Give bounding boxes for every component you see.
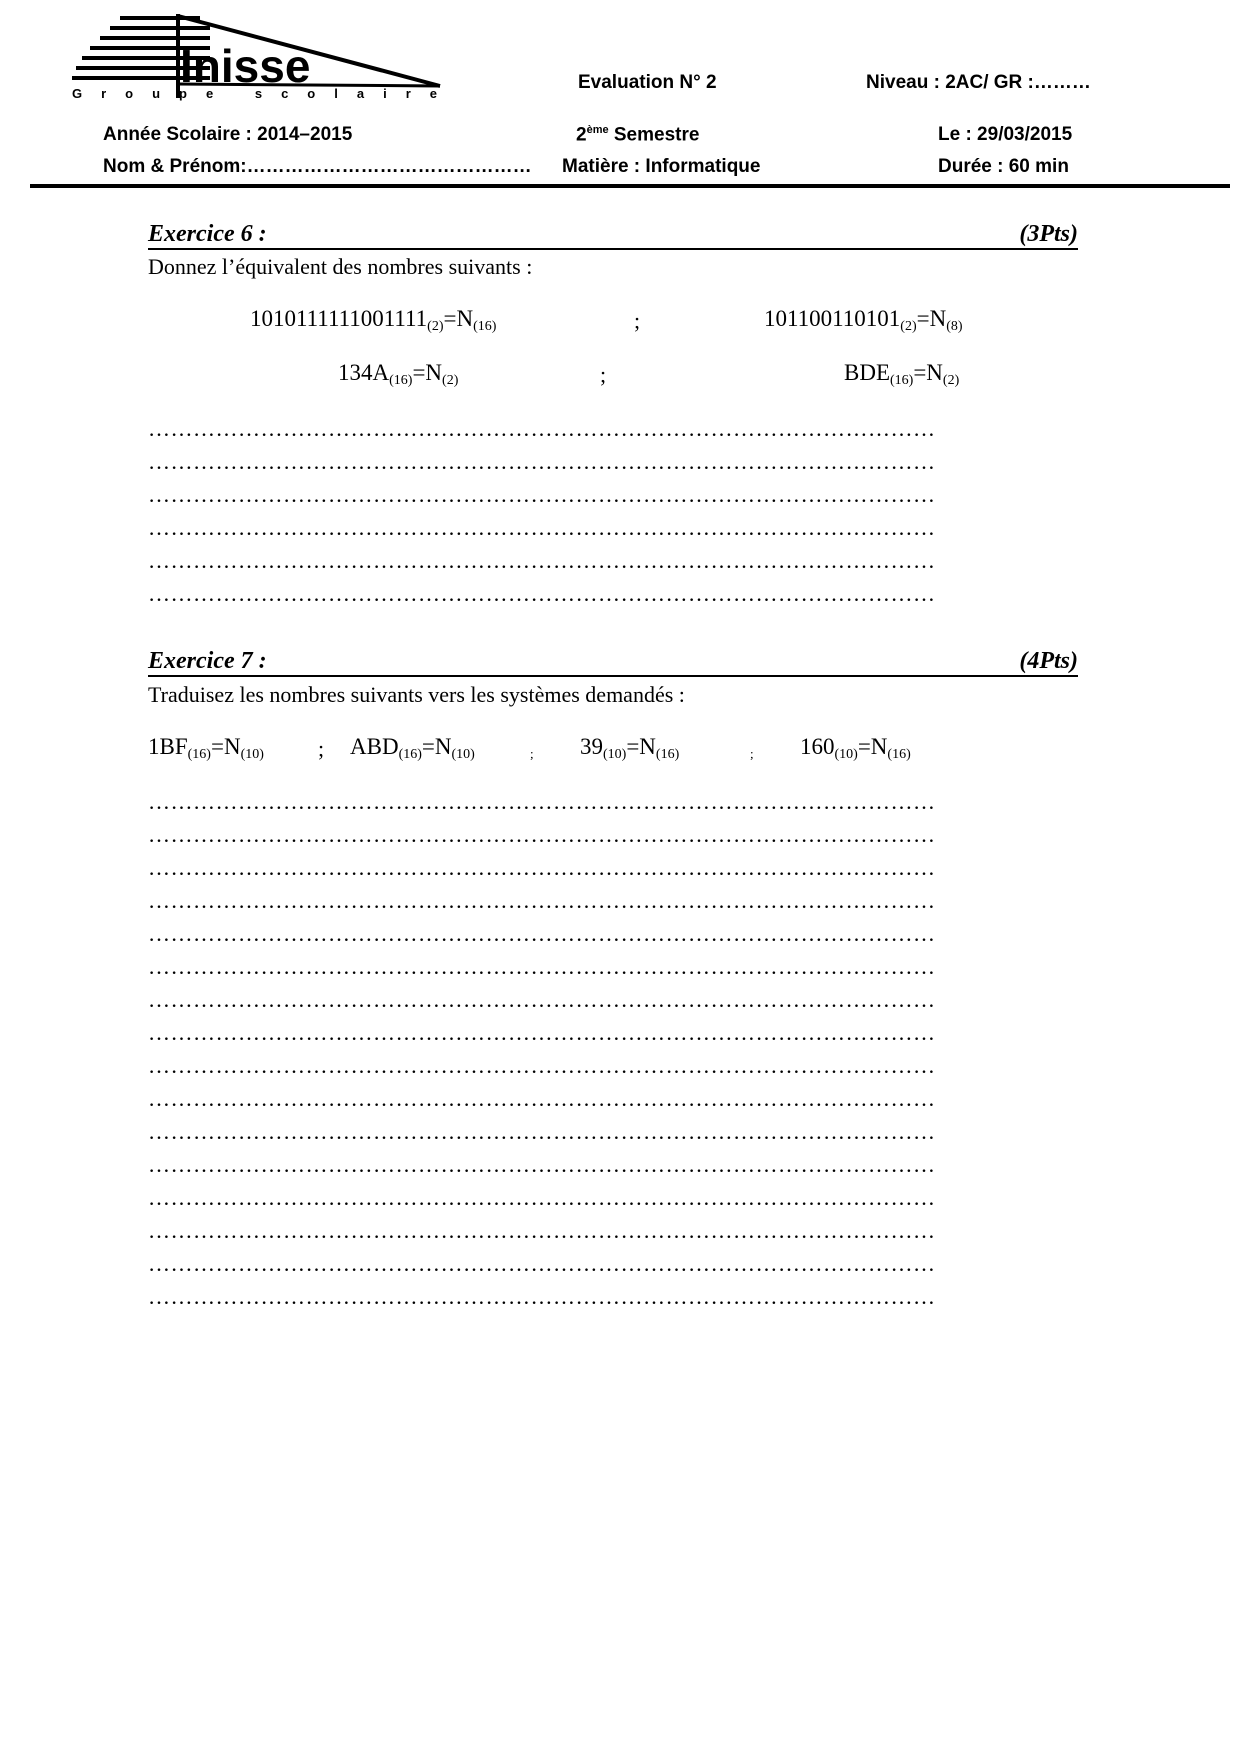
answer-line[interactable]: ……………………………………………………………………………………………: [148, 1284, 936, 1309]
separator: ;: [750, 746, 754, 761]
exercise-7-instruction: Traduisez les nombres suivants vers les systèmes demandés :: [148, 682, 685, 707]
matiere-label: Matière : Informatique: [562, 156, 761, 177]
separator: ;: [530, 746, 534, 761]
header-divider: [30, 184, 1230, 188]
nom-prenom-field: Nom & Prénom:………………………………………: [103, 156, 532, 177]
answer-line[interactable]: ……………………………………………………………………………………………: [148, 1119, 936, 1144]
exercise-7-heading: [148, 647, 1078, 677]
separator: ;: [634, 308, 641, 333]
exercise-6-equation-2: $101100110101_{(2)}=N_{(8)}$: [764, 306, 963, 334]
logo-tagline: Groupe scolaire: [72, 86, 456, 101]
answer-line[interactable]: ……………………………………………………………………………………………: [148, 822, 936, 847]
exercise-7-points: (4Pts): [1019, 648, 1078, 674]
answer-line[interactable]: ……………………………………………………………………………………………: [148, 1053, 936, 1078]
exercise-7-equation-4: $160_{(10)}=N_{(16)}$: [800, 734, 911, 762]
answer-line[interactable]: ……………………………………………………………………………………………: [148, 482, 936, 507]
answer-line[interactable]: ……………………………………………………………………………………………: [148, 1086, 936, 1111]
annee-scolaire: Année Scolaire : 2014–2015: [103, 124, 353, 145]
exercise-7-equation-3: $39_{(10)}=N_{(16)}$: [580, 734, 680, 762]
exercise-6-points: (3Pts): [1019, 221, 1078, 247]
exercise-6-title: Exercice 6 :: [148, 221, 267, 247]
answer-line[interactable]: ……………………………………………………………………………………………: [148, 548, 936, 573]
answer-line[interactable]: ……………………………………………………………………………………………: [148, 1152, 936, 1177]
exercise-7-equation-1: $1BF_{(16)}=N_{(10)}$: [148, 734, 264, 762]
school-logo: [70, 12, 490, 102]
answer-line[interactable]: ……………………………………………………………………………………………: [148, 1185, 936, 1210]
answer-line[interactable]: ……………………………………………………………………………………………: [148, 1218, 936, 1243]
duree-label: Durée : 60 min: [938, 156, 1069, 177]
answer-line[interactable]: ……………………………………………………………………………………………: [148, 581, 936, 606]
answer-line[interactable]: ……………………………………………………………………………………………: [148, 888, 936, 913]
answer-line[interactable]: ……………………………………………………………………………………………: [148, 515, 936, 540]
exercise-7-answer-area[interactable]: [148, 785, 998, 1313]
exam-date: Le : 29/03/2015: [938, 124, 1073, 145]
answer-line[interactable]: ……………………………………………………………………………………………: [148, 1251, 936, 1276]
exercise-6-equation-1: $1010111111001111_{(2)}=N_{(16)}$: [250, 306, 497, 334]
answer-line[interactable]: ……………………………………………………………………………………………: [148, 1020, 936, 1045]
answer-line[interactable]: ……………………………………………………………………………………………: [148, 987, 936, 1012]
exercise-7-equation-2: $ABD_{(16)}=N_{(10)}$: [350, 734, 475, 762]
exercise-7-title: Exercice 7 :: [148, 648, 267, 674]
answer-line[interactable]: ……………………………………………………………………………………………: [148, 789, 936, 814]
exercise-6-instruction: Donnez l’équivalent des nombres suivants :: [148, 254, 533, 279]
separator: ;: [318, 736, 325, 761]
evaluation-label: Evaluation N° 2: [578, 72, 717, 93]
exercise-6-heading: [148, 220, 1078, 250]
answer-line[interactable]: ……………………………………………………………………………………………: [148, 416, 936, 441]
exercise-6-equation-3: $134A_{(16)}=N_{(2)}$: [338, 360, 459, 388]
separator: ;: [600, 362, 607, 387]
logo-name: Inisse: [180, 40, 311, 92]
semestre-label: 2ème Semestre: [576, 124, 700, 146]
answer-line[interactable]: ……………………………………………………………………………………………: [148, 449, 936, 474]
answer-line[interactable]: ……………………………………………………………………………………………: [148, 921, 936, 946]
answer-line[interactable]: ……………………………………………………………………………………………: [148, 855, 936, 880]
exercise-6-answer-area[interactable]: [148, 412, 998, 610]
exercise-6-equation-4: $BDE_{(16)}=N_{(2)}$: [844, 360, 960, 388]
niveau-label: Niveau : 2AC/ GR :………: [866, 72, 1091, 93]
answer-line[interactable]: ……………………………………………………………………………………………: [148, 954, 936, 979]
